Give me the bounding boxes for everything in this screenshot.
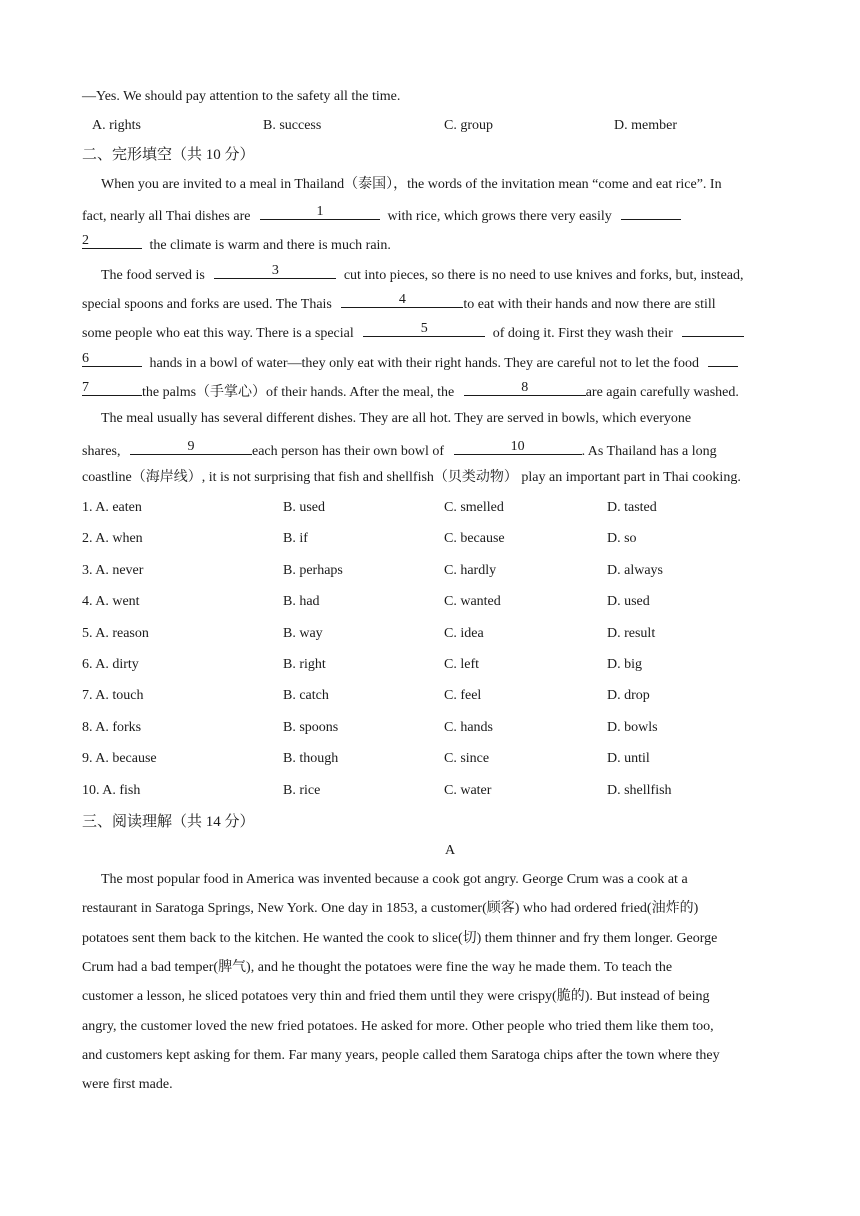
- question-6-option-a: 6. A. dirty: [82, 657, 139, 672]
- question-3-option-c: C. hardly: [444, 562, 497, 578]
- text-fragment: of doing it. First they wash their: [492, 326, 673, 341]
- text-fragment: some people who eat this way. There is a special: [82, 326, 354, 341]
- blank-1: [260, 205, 380, 220]
- question-2-option-d: D. so: [607, 531, 637, 547]
- text-fragment: the palms（手掌心）of their hands. After the meal, the: [142, 385, 455, 400]
- question-10-option-d: D. shellfish: [607, 782, 672, 798]
- cloze-p2-line4: [82, 352, 738, 373]
- blank-5: [363, 322, 485, 337]
- question-7-option-a: 7. A. touch: [82, 688, 144, 704]
- question-1-option-d: D. tasted: [607, 500, 657, 515]
- blank-7: [82, 381, 142, 396]
- question-1-option-a: 1. A. eaten: [82, 500, 142, 515]
- reading-line-1: The most popular food in America was invented because a cook got angry. George Crum was a cook at a: [101, 872, 688, 887]
- blank-10: [454, 440, 582, 455]
- blank-number: 4: [398, 292, 406, 307]
- text-fragment: are again carefully washed.: [585, 385, 739, 400]
- blank-4: [341, 293, 463, 308]
- question-5-option-c: C. idea: [444, 625, 484, 641]
- cloze-p2-line3: [82, 322, 744, 343]
- blank-number: 7: [82, 380, 89, 395]
- text-fragment: . As Thailand has a long: [581, 444, 717, 459]
- cloze-p3-line1: The meal usually has several different dishes. They are all hot. They are served in bowls, which everyone: [101, 411, 692, 426]
- blank-9: [130, 440, 252, 455]
- question-1-option-c: C. smelled: [444, 500, 504, 515]
- passage-label: A: [444, 843, 456, 858]
- question-5-option-b: B. way: [283, 625, 323, 641]
- question-3-option-b: B. perhaps: [283, 562, 343, 578]
- reading-line-7: and customers kept asking for them. Far many years, people called them Saratoga chips after the town where they: [82, 1047, 720, 1063]
- question-8-option-a: 8. A. forks: [82, 719, 142, 735]
- question-4-option-d: D. used: [607, 594, 650, 610]
- text-fragment: to eat with their hands and now there are still: [463, 297, 716, 312]
- text-fragment: shares,: [82, 444, 121, 459]
- blank-6: [82, 352, 142, 367]
- question-8-option-d: D. bowls: [607, 719, 658, 735]
- cloze-p2-line5: [82, 381, 739, 402]
- cloze-heading: 二、完形填空（共 10 分）: [82, 147, 255, 163]
- dialogue-answer-line: —Yes. We should pay attention to the safety all the time.: [82, 89, 401, 104]
- prev-option-c: C. group: [444, 118, 493, 133]
- reading-line-4: Crum had a bad temper(脾气), and he thought the potatoes were fine the way he made them. To teach the: [82, 959, 673, 975]
- question-4-option-c: C. wanted: [444, 594, 501, 610]
- question-10-option-b: B. rice: [283, 782, 321, 798]
- cloze-p1-line2: [82, 205, 681, 226]
- cloze-p2-line1: [101, 264, 744, 285]
- text-fragment: hands in a bowl of water—they only eat with their right hands. They are careful not to let the food: [149, 356, 699, 371]
- cloze-p3-line3: coastline（海岸线）, it is not surprising that fish and shellfish（贝类动物） play an important part in Thai cooking.: [82, 470, 741, 485]
- blank-number: 2: [82, 233, 89, 248]
- blank-6-start: [682, 322, 744, 337]
- question-7-option-b: B. catch: [283, 688, 329, 704]
- question-2-option-a: 2. A. when: [82, 531, 143, 547]
- blank-number: 3: [271, 263, 279, 278]
- text-fragment: with rice, which grows there very easily: [387, 209, 612, 224]
- question-6-option-d: D. big: [607, 657, 642, 672]
- reading-line-6: angry, the customer loved the new fried potatoes. He asked for more. Other people who tried them like them too,: [82, 1018, 714, 1034]
- cloze-p1-line3: [82, 234, 391, 255]
- text-fragment: each person has their own bowl of: [252, 444, 445, 459]
- question-4-option-a: 4. A. went: [82, 594, 140, 610]
- prev-option-b: B. success: [263, 118, 322, 133]
- question-9-option-a: 9. A. because: [82, 751, 157, 767]
- reading-line-3: potatoes sent them back to the kitchen. He wanted the cook to slice(切) them thinner and fry them longer. George: [82, 930, 718, 946]
- reading-heading: 三、阅读理解（共 14 分）: [82, 814, 255, 830]
- question-9-option-b: B. though: [283, 751, 339, 767]
- question-7-option-d: D. drop: [607, 688, 650, 704]
- question-9-option-d: D. until: [607, 751, 650, 767]
- question-4-option-b: B. had: [283, 594, 320, 610]
- question-8-option-c: C. hands: [444, 719, 493, 735]
- cloze-p3-line2: [82, 440, 717, 461]
- blank-number: 9: [187, 439, 195, 454]
- text-fragment: special spoons and forks are used. The Thais: [82, 297, 332, 312]
- question-3-option-d: D. always: [607, 562, 663, 578]
- text-fragment: fact, nearly all Thai dishes are: [82, 209, 251, 224]
- question-2-option-c: C. because: [444, 531, 505, 547]
- blank-number: 10: [510, 439, 525, 454]
- text-fragment: the climate is warm and there is much rain.: [149, 238, 391, 253]
- reading-line-5: customer a lesson, he sliced potatoes very thin and fried them until they were crispy(脆的). But instead of being: [82, 989, 710, 1005]
- blank-number: 1: [316, 204, 324, 219]
- blank-3: [214, 264, 336, 279]
- question-10-option-a: 10. A. fish: [82, 782, 141, 798]
- cloze-p1-line1: When you are invited to a meal in Thailand（泰国），the words of the invitation mean “come and eat rice”. In: [101, 177, 722, 192]
- text-fragment: cut into pieces, so there is no need to use knives and forks, but, instead,: [343, 268, 744, 283]
- question-5-option-a: 5. A. reason: [82, 625, 149, 641]
- blank-number: 5: [420, 321, 428, 336]
- question-6-option-b: B. right: [283, 657, 326, 672]
- question-2-option-b: B. if: [283, 531, 308, 547]
- question-6-option-c: C. left: [444, 657, 479, 672]
- blank-number: 8: [521, 380, 529, 395]
- blank-number: 6: [82, 351, 89, 366]
- blank-7-start: [708, 352, 738, 367]
- question-10-option-c: C. water: [444, 782, 492, 798]
- prev-option-a: A. rights: [92, 118, 141, 133]
- text-fragment: The food served is: [101, 268, 205, 283]
- blank-2: [82, 234, 142, 249]
- blank-8: [464, 381, 586, 396]
- reading-line-2: restaurant in Saratoga Springs, New York. One day in 1853, a customer(顾客) who had ordered fried(油炸的): [82, 901, 699, 917]
- question-3-option-a: 3. A. never: [82, 562, 144, 578]
- blank-2-start: [621, 205, 681, 220]
- question-9-option-c: C. since: [444, 751, 490, 767]
- question-7-option-c: C. feel: [444, 688, 482, 704]
- question-1-option-b: B. used: [283, 500, 325, 515]
- question-5-option-d: D. result: [607, 625, 656, 641]
- prev-option-d: D. member: [614, 118, 677, 133]
- reading-line-8: were first made.: [82, 1077, 173, 1093]
- question-8-option-b: B. spoons: [283, 719, 339, 735]
- cloze-p2-line2: [82, 293, 716, 314]
